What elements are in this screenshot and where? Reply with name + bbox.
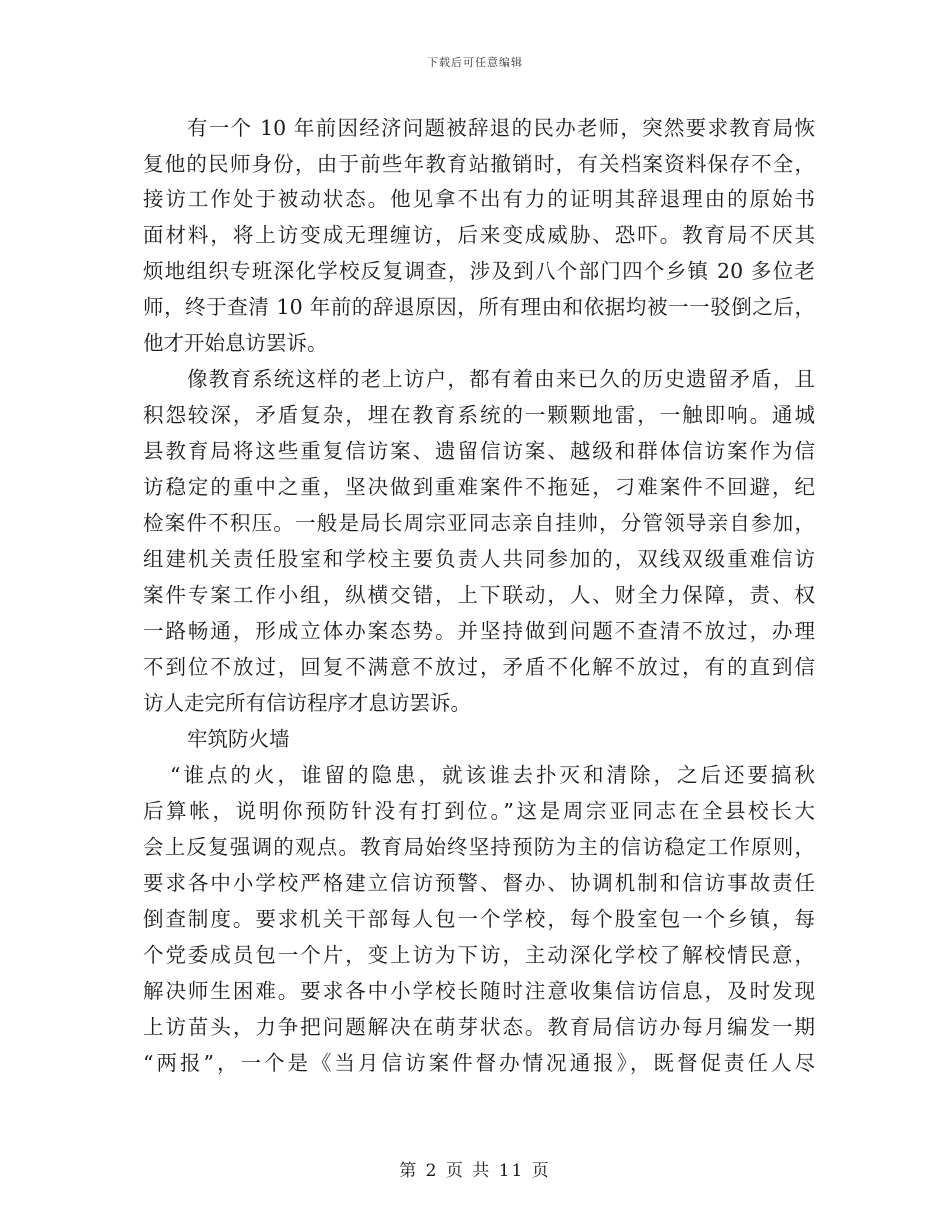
paragraph-line: 访稳定的重中之重，坚决做到重难案件不拖延，刁难案件不回避，纪: [143, 475, 815, 499]
header-note: 下载后可任意编辑: [427, 56, 523, 69]
section-heading: 牢筑防火墙: [187, 727, 290, 751]
paragraph-line: 一路畅通，形成立体办案态势。并坚持做到问题不查清不放过，办理: [143, 619, 815, 643]
paragraph-line: 师，终于查清 10 年前的辞退原因，所有理由和依据均被一一驳倒之后，: [143, 295, 815, 319]
paragraph-line: 检案件不积压。一般是局长周宗亚同志亲自挂帅，分管领导亲自参加，: [143, 511, 815, 535]
paragraph-line: 像教育系统这样的老上访户，都有着由来已久的历史遗留矛盾，且: [187, 367, 815, 391]
paragraph-line: 解决师生困难。要求各中小学校长随时注意收集信访信息，及时发现: [143, 979, 815, 1003]
paragraph-line: 县教育局将这些重复信访案、遗留信访案、越级和群体信访案作为信: [143, 439, 815, 463]
paragraph-line: “两报”，一个是《当月信访案件督办情况通报》，既督促责任人尽: [143, 1051, 815, 1075]
paragraph-line: 倒查制度。要求机关干部每人包一个学校，每个股室包一个乡镇，每: [143, 907, 815, 931]
page-number: 第 2 页 共 11 页: [399, 1161, 551, 1181]
paragraph-line: 接访工作处于被动状态。他见拿不出有力的证明其辞退理由的原始书: [143, 187, 815, 211]
paragraph-line: 他才开始息访罢诉。: [143, 331, 328, 355]
paragraph-line: 复他的民师身份，由于前些年教育站撤销时，有关档案资料保存不全，: [143, 152, 815, 176]
paragraph-line: 访人走完所有信访程序才息访罢诉。: [143, 691, 471, 715]
paragraph-line: 烦地组织专班深化学校反复调查，涉及到八个部门四个乡镇 20 多位老: [143, 259, 815, 283]
paragraph-line: 不到位不放过，回复不满意不放过，矛盾不化解不放过，有的直到信: [143, 655, 815, 679]
paragraph-line: 组建机关责任股室和学校主要负责人共同参加的，双线双级重难信访: [143, 547, 815, 571]
paragraph-line: 上访苗头，力争把问题解决在萌芽状态。教育局信访办每月编发一期: [143, 1015, 815, 1039]
paragraph-line: 个党委成员包一个片，变上访为下访，主动深化学校了解校情民意，: [143, 943, 815, 967]
paragraph-line: 案件专案工作小组，纵横交错，上下联动，人、财全力保障，责、权: [143, 583, 815, 607]
paragraph-line: 面材料，将上访变成无理缠访，后来变成威胁、恐吓。教育局不厌其: [143, 223, 815, 247]
paragraph-line: “谁点的火，谁留的隐患，就该谁去扑灭和清除，之后还要搞秋: [170, 763, 815, 787]
paragraph-line: 会上反复强调的观点。教育局始终坚持预防为主的信访稳定工作原则，: [143, 835, 815, 859]
paragraph-line: 有一个 10 年前因经济问题被辞退的民办老师，突然要求教育局恢: [187, 116, 815, 140]
paragraph-line: 要求各中小学校严格建立信访预警、督办、协调机制和信访事故责任: [143, 871, 815, 895]
paragraph-line: 后算帐，说明你预防针没有打到位。”这是周宗亚同志在全县校长大: [143, 799, 815, 823]
paragraph-line: 积怨较深，矛盾复杂，埋在教育系统的一颗颗地雷，一触即响。通城: [143, 403, 815, 427]
